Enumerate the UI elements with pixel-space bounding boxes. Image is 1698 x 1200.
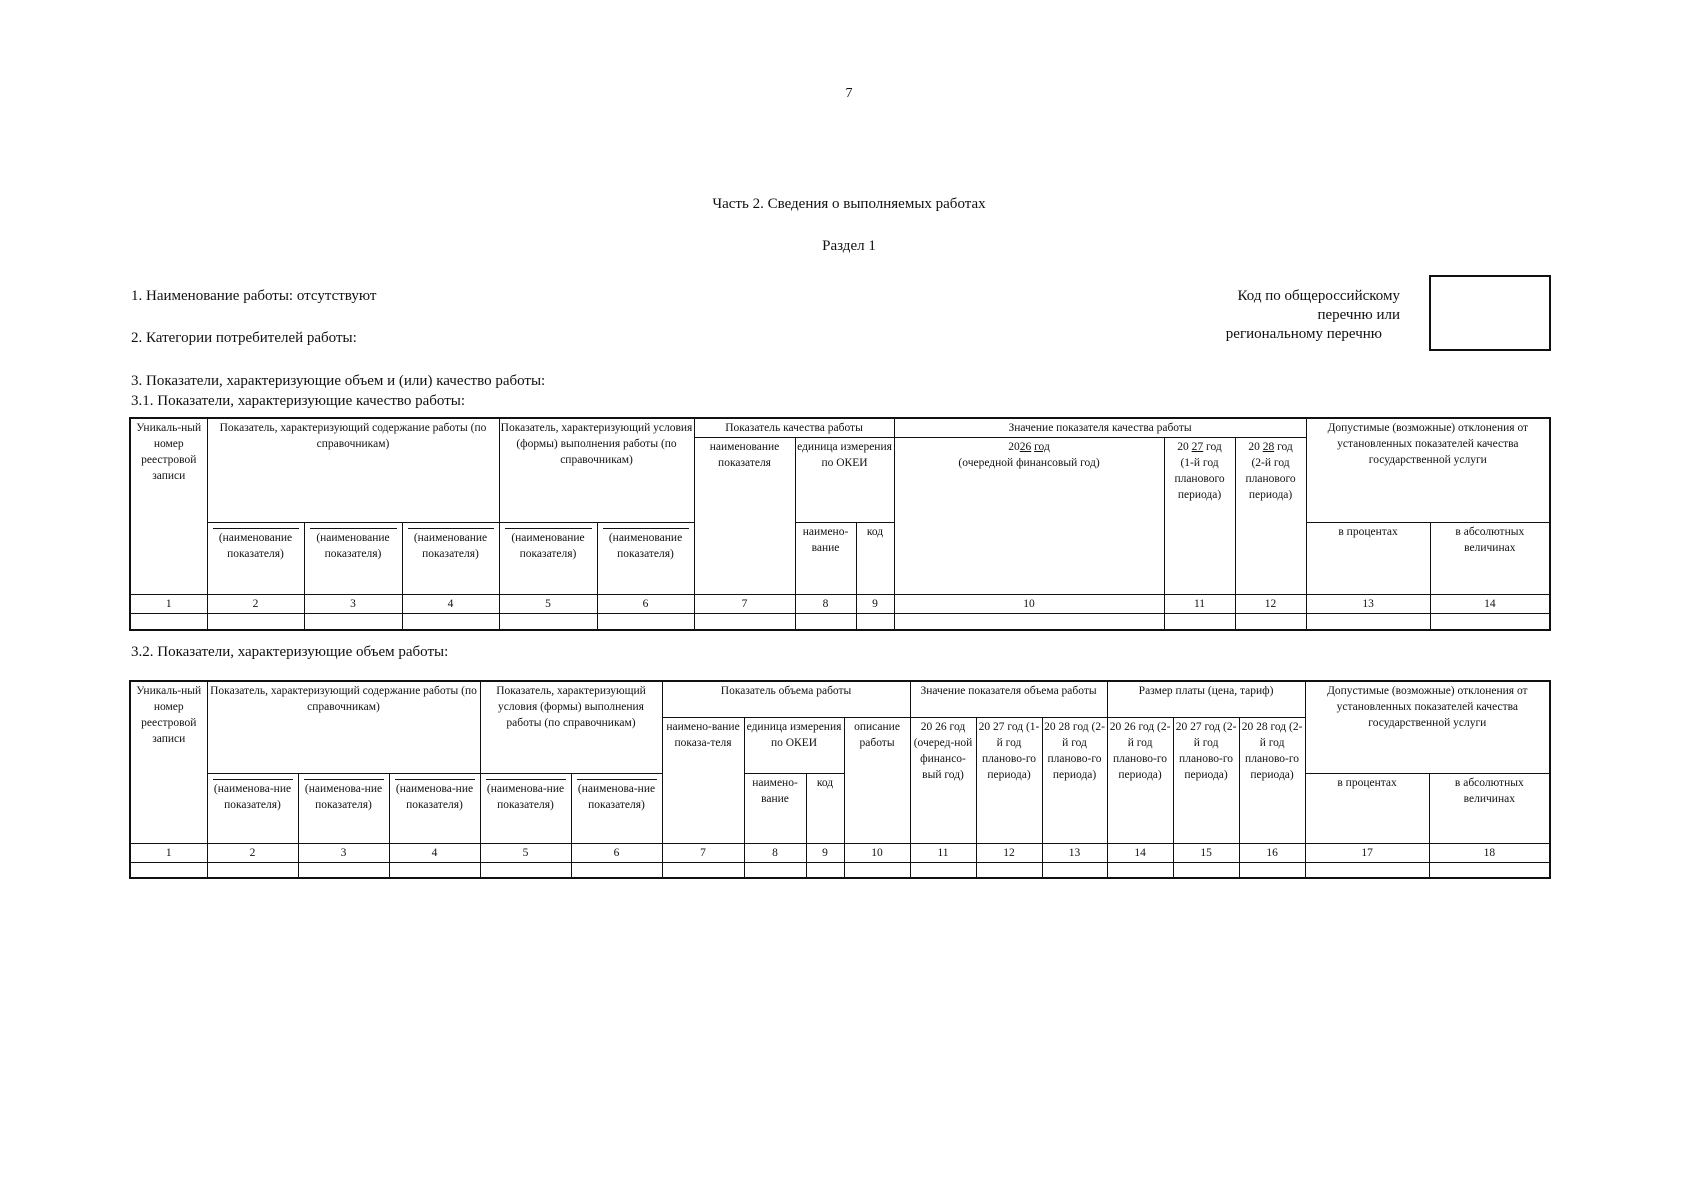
t1-cell[interactable] xyxy=(130,614,207,630)
t1-cell[interactable] xyxy=(1235,614,1306,630)
t1-header-year-1: 2026 год (очередной финансовый год) xyxy=(894,438,1164,595)
t2-cell[interactable] xyxy=(1042,862,1107,878)
t2-cell[interactable] xyxy=(1429,862,1550,878)
t1-number-row xyxy=(130,595,1550,614)
t2-col-num: 1 xyxy=(130,843,207,862)
t1-header-absolute: в абсолютных величинах xyxy=(1430,523,1550,595)
t2-cell[interactable] xyxy=(130,862,207,878)
t1-col-num: 4 xyxy=(402,595,499,614)
t2-header-unit: единица измерения по ОКЕИ xyxy=(744,717,844,773)
t1-cell[interactable] xyxy=(402,614,499,630)
t1-cond-2: (наименование показателя) xyxy=(597,523,694,595)
t2-header-percent: в процентах xyxy=(1305,773,1429,843)
t2-content-1: (наименова-ние показателя) xyxy=(207,773,298,843)
t2-header-value: Значение показателя объема работы xyxy=(910,681,1107,717)
t2-cell[interactable] xyxy=(844,862,910,878)
t2-header-unique: Уникаль-ный номер реестровой записи xyxy=(130,681,207,843)
t1-year-3-note: (2-й год планового периода) xyxy=(1245,457,1296,501)
t2-cond-2: (наименова-ние показателя) xyxy=(571,773,662,843)
t2-col-num: 10 xyxy=(844,843,910,862)
t1-cond-1: (наименование показателя) xyxy=(499,523,597,595)
t2-empty-row xyxy=(130,862,1550,878)
t2-cell[interactable] xyxy=(1173,862,1239,878)
t2-col-num: 14 xyxy=(1107,843,1173,862)
t2-cond-1: (наименова-ние показателя) xyxy=(480,773,571,843)
t2-cell[interactable] xyxy=(480,862,571,878)
t2-col-num: 6 xyxy=(571,843,662,862)
t2-cell[interactable] xyxy=(976,862,1042,878)
t2-cell[interactable] xyxy=(571,862,662,878)
t2-col-num: 16 xyxy=(1239,843,1305,862)
code-label xyxy=(1180,287,1400,344)
t2-unit-code: код xyxy=(806,773,844,843)
t2-col-num: 8 xyxy=(744,843,806,862)
t2-col-num: 3 xyxy=(298,843,389,862)
t2-cell[interactable] xyxy=(806,862,844,878)
consumer-category-line: 2. Категории потребителей работы: xyxy=(131,330,357,346)
quality-table xyxy=(129,417,1551,631)
t2-header-absolute: в абсолютных величинах xyxy=(1429,773,1550,843)
t1-col-num: 7 xyxy=(694,595,795,614)
t2-col-num: 13 xyxy=(1042,843,1107,862)
t2-header-indicator-name: наимено-вание показа-теля xyxy=(662,717,744,843)
t2-number-row xyxy=(130,843,1550,862)
page-number: 7 xyxy=(845,86,853,101)
volume-indicators-heading: 3.2. Показатели, характеризующие объем работы: xyxy=(131,644,449,660)
code-label-line-2: перечню или xyxy=(1317,307,1400,323)
t2-header-fee-2: 20 27 год (2-й год планово-го периода) xyxy=(1173,717,1239,843)
t2-col-num: 2 xyxy=(207,843,298,862)
t1-header-indicator-name: наименование показателя xyxy=(694,438,795,595)
t1-col-num: 1 xyxy=(130,595,207,614)
t1-header-quality: Показатель качества работы xyxy=(694,418,894,438)
t1-col-num: 13 xyxy=(1306,595,1430,614)
t2-cell[interactable] xyxy=(207,862,298,878)
t1-unit-name: наимено-вание xyxy=(795,523,856,595)
t2-unit-name: наимено-вание xyxy=(744,773,806,843)
t1-year-1-note: (очередной финансовый год) xyxy=(958,457,1100,469)
t1-content-3: (наименование показателя) xyxy=(402,523,499,595)
t2-header-content: Показатель, характеризующий содержание работы (по справочникам) xyxy=(207,681,480,773)
t1-cell[interactable] xyxy=(694,614,795,630)
t2-header-value-2: 20 27 год (1-й год планово-го периода) xyxy=(976,717,1042,843)
t1-header-content: Показатель, характеризующий содержание работы (по справочникам) xyxy=(207,418,499,523)
t1-header-year-3: 20 28 год (2-й год планового периода) xyxy=(1235,438,1306,595)
t1-col-num: 3 xyxy=(304,595,402,614)
t1-col-num: 8 xyxy=(795,595,856,614)
code-label-line-1: Код по общероссийскому xyxy=(1237,288,1400,304)
t1-col-num: 6 xyxy=(597,595,694,614)
t1-content-2: (наименование показателя) xyxy=(304,523,402,595)
t2-header-value-1: 20 26 год (очеред-ной финансо-вый год) xyxy=(910,717,976,843)
code-label-line-3: региональному перечню xyxy=(1225,326,1382,342)
t1-header-value: Значение показателя качества работы xyxy=(894,418,1306,438)
t1-cell[interactable] xyxy=(1430,614,1550,630)
t2-col-num: 5 xyxy=(480,843,571,862)
t2-col-num: 4 xyxy=(389,843,480,862)
part-heading: Часть 2. Сведения о выполняемых работах xyxy=(712,196,986,212)
t2-content-2: (наименова-ние показателя) xyxy=(298,773,389,843)
t1-unit-code: код xyxy=(856,523,894,595)
t1-header-unit: единица измерения по ОКЕИ xyxy=(795,438,894,523)
t1-content-1: (наименование показателя) xyxy=(207,523,304,595)
t1-year-2-note: (1-й год планового периода) xyxy=(1174,457,1225,501)
quality-indicators-heading: 3.1. Показатели, характеризующие качество работы: xyxy=(131,393,465,409)
t1-cell[interactable] xyxy=(304,614,402,630)
t1-header-year-2: 20 27 год (1-й год планового периода) xyxy=(1164,438,1235,595)
t2-col-num: 7 xyxy=(662,843,744,862)
section-title: Раздел 1 xyxy=(822,238,876,254)
code-input-box[interactable] xyxy=(1429,275,1551,351)
t2-header-value-3: 20 28 год (2-й год планово-го периода) xyxy=(1042,717,1107,843)
t2-cell[interactable] xyxy=(910,862,976,878)
t1-cell[interactable] xyxy=(856,614,894,630)
t2-header-volume: Показатель объема работы xyxy=(662,681,910,717)
t2-header-conditions: Показатель, характеризующий условия (формы) выполнения работы (по справочникам) xyxy=(480,681,662,773)
indicators-heading: 3. Показатели, характеризующие объем и (или) качество работы: xyxy=(131,373,546,389)
t2-cell[interactable] xyxy=(744,862,806,878)
t2-cell[interactable] xyxy=(1305,862,1429,878)
t2-cell[interactable] xyxy=(298,862,389,878)
t2-col-num: 18 xyxy=(1429,843,1550,862)
t1-header-deviation: Допустимые (возможные) отклонения от установленных показателей качества государственной услуги xyxy=(1306,418,1550,523)
t1-cell[interactable] xyxy=(1164,614,1235,630)
t2-cell[interactable] xyxy=(1239,862,1305,878)
t2-header-deviation: Допустимые (возможные) отклонения от установленных показателей качества государственной услуги xyxy=(1305,681,1550,773)
t1-cell[interactable] xyxy=(207,614,304,630)
t1-cell[interactable] xyxy=(1306,614,1430,630)
t2-cell[interactable] xyxy=(662,862,744,878)
t1-col-num: 12 xyxy=(1235,595,1306,614)
t1-col-num: 2 xyxy=(207,595,304,614)
t2-col-num: 12 xyxy=(976,843,1042,862)
t1-header-unique: Уникаль-ный номер реестровой записи xyxy=(130,418,207,595)
t1-cell[interactable] xyxy=(894,614,1164,630)
t1-col-num: 9 xyxy=(856,595,894,614)
volume-table xyxy=(129,680,1551,879)
t1-empty-row xyxy=(130,614,1550,630)
t1-col-num: 5 xyxy=(499,595,597,614)
t1-cell[interactable] xyxy=(795,614,856,630)
t1-col-num: 11 xyxy=(1164,595,1235,614)
t2-col-num: 17 xyxy=(1305,843,1429,862)
t2-col-num: 15 xyxy=(1173,843,1239,862)
t1-header-conditions: Показатель, характеризующий условия (формы) выполнения работы (по справочникам) xyxy=(499,418,694,523)
t2-header-fee-3: 20 28 год (2-й год планово-го периода) xyxy=(1239,717,1305,843)
t2-header-fee: Размер платы (цена, тариф) xyxy=(1107,681,1305,717)
t1-col-num: 14 xyxy=(1430,595,1550,614)
t2-header-fee-1: 20 26 год (2-й год планово-го периода) xyxy=(1107,717,1173,843)
work-name-line: 1. Наименование работы: отсутствуют xyxy=(131,288,377,304)
t1-cell[interactable] xyxy=(597,614,694,630)
t2-content-3: (наименова-ние показателя) xyxy=(389,773,480,843)
t1-header-percent: в процентах xyxy=(1306,523,1430,595)
t2-col-num: 9 xyxy=(806,843,844,862)
t1-cell[interactable] xyxy=(499,614,597,630)
t2-cell[interactable] xyxy=(1107,862,1173,878)
t2-col-num: 11 xyxy=(910,843,976,862)
t2-cell[interactable] xyxy=(389,862,480,878)
t1-col-num: 10 xyxy=(894,595,1164,614)
t2-header-description: описание работы xyxy=(844,717,910,843)
